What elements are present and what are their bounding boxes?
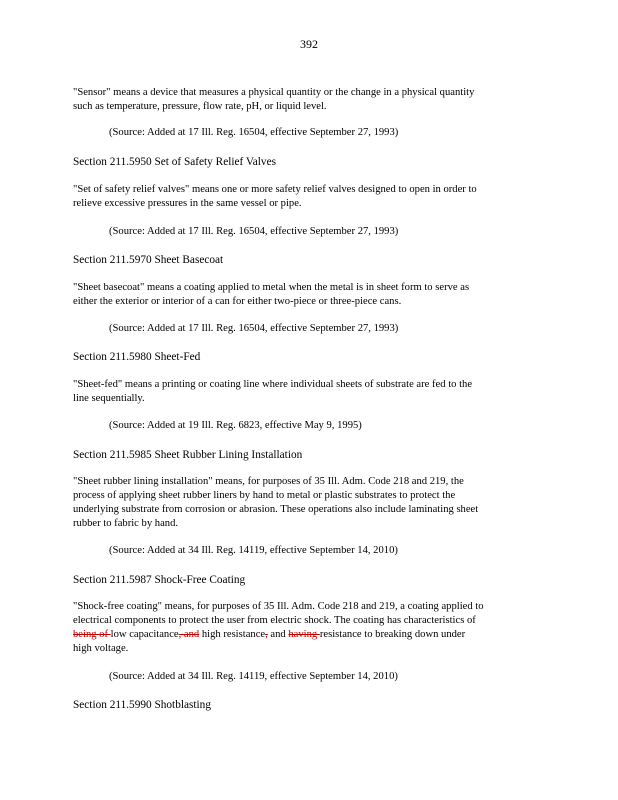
section-5987-definition — [73, 600, 553, 656]
line-3-text-d: resistance to breaking down under — [319, 629, 466, 640]
deleted-text: , and — [178, 629, 200, 640]
line-3-text-a: low capacitance — [110, 629, 179, 640]
section-5980-line-1: "Sheet-fed" means a printing or coating line where individual sheets of substrate are fed to the — [73, 379, 473, 390]
section-5985-heading: Section 211.5985 Sheet Rubber Lining Installation — [73, 449, 303, 461]
section-5985-line-3: underlying substrate from corrosion or abrasion. These operations also include laminating sheet — [73, 504, 479, 515]
section-5985-line-2: process of applying sheet rubber liners by hand to metal or plastic substrates to protect the — [73, 490, 456, 501]
deleted-text: being of — [73, 629, 111, 640]
page-number: 392 — [300, 37, 318, 51]
section-5987-source-note: (Source: Added at 34 Ill. Reg. 14119, effective September 14, 2010) — [109, 671, 398, 682]
line-3-text-b: high resistance — [199, 629, 266, 640]
sensor-source-note: (Source: Added at 17 Ill. Reg. 16504, effective September 27, 1993) — [109, 127, 399, 138]
section-5987-line-3 — [73, 628, 553, 642]
section-5970-line-2: either the exterior or interior of a can for either two-piece or three-piece cans. — [73, 296, 402, 307]
section-5985-definition — [73, 475, 553, 531]
section-5987-line-1: "Shock-free coating" means, for purposes of 35 Ill. Adm. Code 218 and 219, a coating applied to — [73, 601, 484, 612]
section-5985-line-1: "Sheet rubber lining installation" means, for purposes of 35 Ill. Adm. Code 218 and 219, the — [73, 476, 464, 487]
sensor-definition — [73, 86, 553, 114]
section-5987-line-4: high voltage. — [73, 643, 129, 654]
section-5950-definition — [73, 183, 553, 211]
section-5950-line-1: "Set of safety relief valves" means one or more safety relief valves designed to open in order to — [73, 184, 477, 195]
section-5950-heading: Section 211.5950 Set of Safety Relief Valves — [73, 156, 276, 168]
sensor-line-1: "Sensor" means a device that measures a physical quantity or the change in a physical quantity — [73, 87, 475, 98]
sensor-line-2: such as temperature, pressure, flow rate, pH, or liquid level. — [73, 101, 327, 112]
section-5970-heading: Section 211.5970 Sheet Basecoat — [73, 254, 224, 266]
section-5970-line-1: "Sheet basecoat" means a coating applied to metal when the metal is in sheet form to serve as — [73, 282, 470, 293]
deleted-text: having — [288, 629, 320, 640]
section-5987-line-2: electrical components to protect the user from electric shock. The coating has characteristics of — [73, 615, 476, 626]
section-5980-line-2: line sequentially. — [73, 393, 145, 404]
section-5985-source-note: (Source: Added at 34 Ill. Reg. 14119, effective September 14, 2010) — [109, 545, 398, 556]
section-5980-definition — [73, 378, 553, 406]
section-5985-line-4: rubber to fabric by hand. — [73, 518, 179, 529]
section-5970-source-note: (Source: Added at 17 Ill. Reg. 16504, effective September 27, 1993) — [109, 323, 399, 334]
section-5990-heading: Section 211.5990 Shotblasting — [73, 699, 211, 711]
deleted-text: , — [265, 629, 268, 640]
section-5950-line-2: relieve excessive pressures in the same vessel or pipe. — [73, 198, 302, 209]
section-5980-source-note: (Source: Added at 19 Ill. Reg. 6823, effective May 9, 1995) — [109, 420, 362, 431]
section-5950-source-note: (Source: Added at 17 Ill. Reg. 16504, effective September 27, 1993) — [109, 226, 399, 237]
line-3-text-c: and — [267, 629, 289, 640]
section-5980-heading: Section 211.5980 Sheet-Fed — [73, 351, 201, 363]
section-5970-definition — [73, 281, 553, 309]
section-5987-heading: Section 211.5987 Shock-Free Coating — [73, 574, 246, 586]
